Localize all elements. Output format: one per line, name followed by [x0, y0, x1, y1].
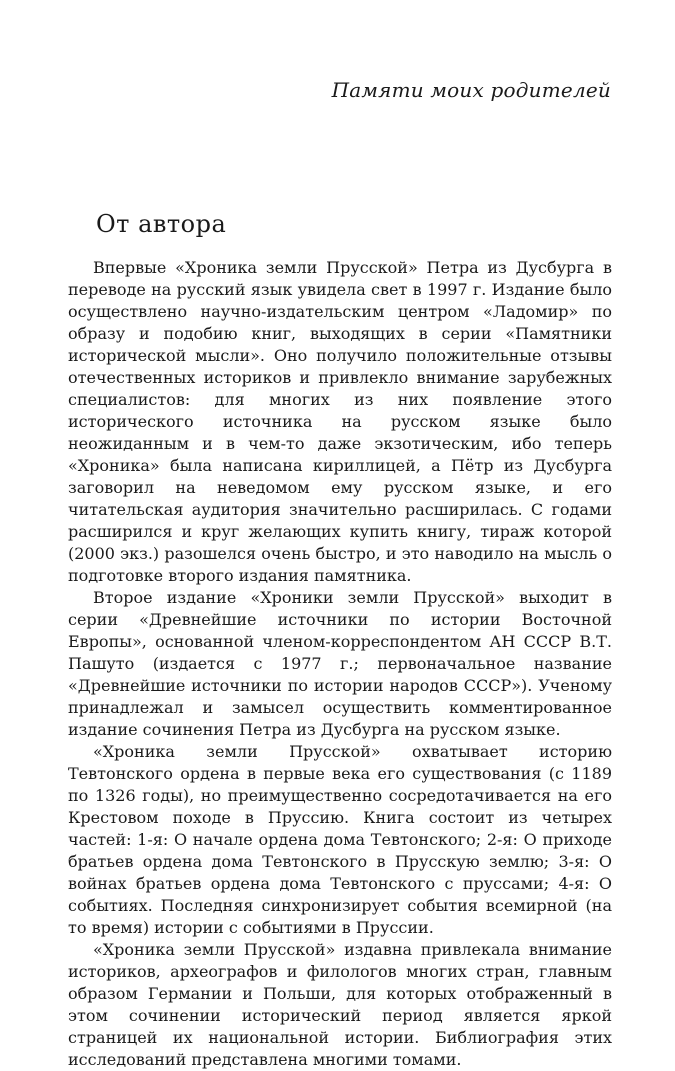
section-title: От автора [96, 210, 227, 238]
paragraph-4: «Хроника земли Прусской» издавна привлекала внимание историков, археографов и филологов многих стран, главным образом Германии и Польши, для которых отображенный в этом сочинении исторический период является яркой страницей их национальной истории. Библиография этих исследований представлена многими томами. [68, 940, 612, 1069]
paragraph-2: Второе издание «Хроники земли Прусской» выходит в серии «Древнейшие источники по истории Восточной Европы», основанной членом-корреспондентом АН СССР В.Т. Пашуто (издается с 1977 г.; первоначальное название «Древнейшие источники по истории народов СССР»). Ученому принадлежал и замысел осуществить комментированное издание сочинения Петра из Дусбурга на русском языке. [68, 588, 612, 739]
paragraph-3: «Хроника земли Прусской» охватывает историю Тевтонского ордена в первые века его существования (с 1189 по 1326 годы), но преимущественно сосредотачивается на его Крестовом походе в Пруссию. Книга состоит из четырех частей: 1-я: О начале ордена дома Тевтонского; 2-я: О приходе братьев ордена дома Тевтонского в Прусскую землю; 3-я: О войнах братьев ордена дома Тевтонского с пруссами; 4-я: О событиях. Последняя синхронизирует события всемирной (на то время) истории с событиями в Пруссии. [68, 742, 612, 937]
paragraph-1: Впервые «Хроника земли Прусской» Петра из Дусбурга в переводе на русский язык увидела свет в 1997 г. Издание было осуществлено научно-издательским центром «Ладомир» по образу и подобию книг, выходящих в серии «Памятники исторической мысли». Оно получило положительные отзывы отечественных историков и привлекло внимание зарубежных специалистов: для многих из них появление этого исторического источника на русском языке было неожиданным и в чем-то даже экзотическим, ибо теперь «Хроника» была написана кириллицей, а Пётр из Дусбурга заговорил на неведомом ему русском языке, и его читательская аудитория значительно расширилась. С годами расширился и круг желающих купить книгу, тираж которой (2000 экз.) разошелся очень быстро, и это наводило на мысль о подготовке второго издания памятника. [68, 258, 612, 585]
dedication: Памяти моих родителей [331, 78, 611, 102]
body-text [68, 257, 612, 1071]
